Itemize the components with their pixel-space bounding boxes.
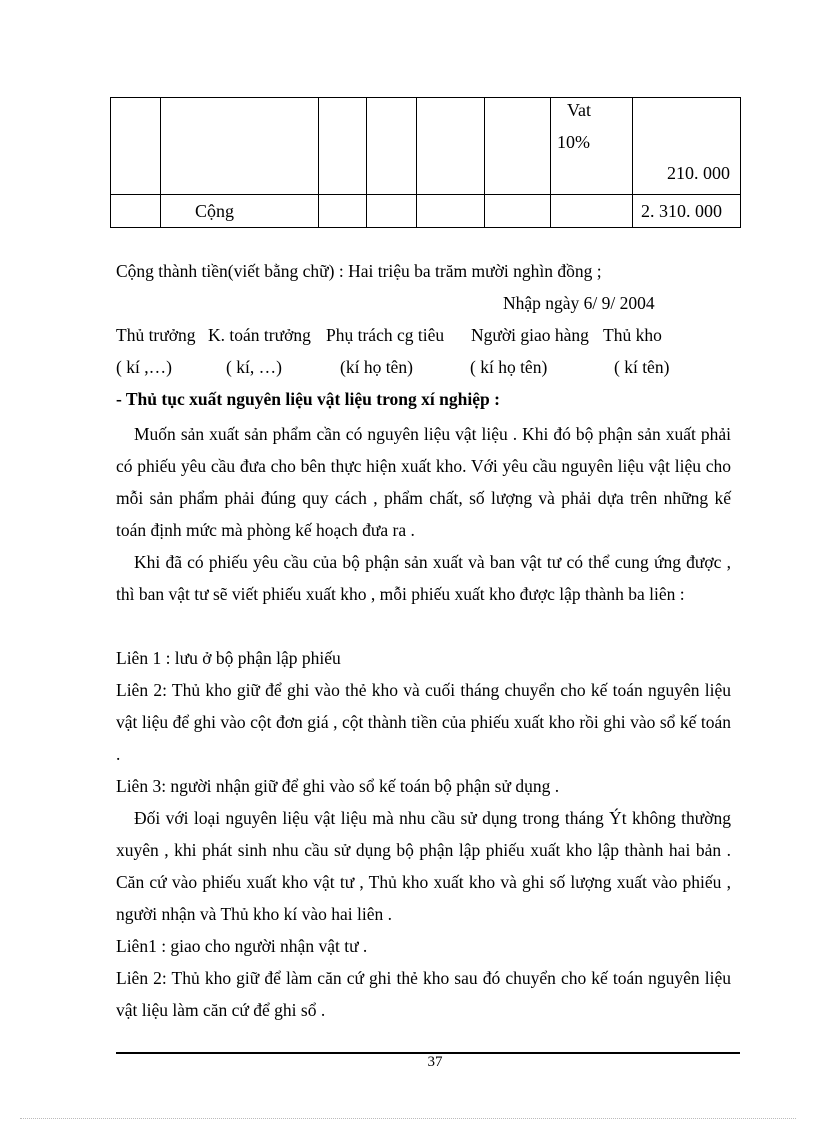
table-row-vat <box>111 98 741 195</box>
table-cell <box>551 195 633 228</box>
paragraph: Đối với loại nguyên liệu vật liệu mà nhu cầu sử dụng trong tháng Ýt không thường xuyên , khi phát sinh nhu cầu sử dụng bộ phận lập phiếu xuất kho lập thành hai bản . Căn cứ vào phiếu xuất kho vật tư , Thủ kho xuất kho và ghi số lượng xuất vào phiếu , người nhận và Thủ kho kí vào hai liên . <box>116 808 731 924</box>
paragraph: Liên 1 : lưu ở bộ phận lập phiếu <box>116 648 341 668</box>
vat-label: Vat <box>567 100 591 120</box>
paragraph: Muốn sản xuất sản phẩm cần có nguyên liệu vật liệu . Khi đó bộ phận sản xuất phải có phiếu yêu cầu đưa cho bên thực hiện xuất kho. Với yêu cầu nguyên liệu vật liệu cho mỗi sản phẩm phải đúng quy cách , phẩm chất, số lượng và phải dựa trên những kế toán định mức mà phòng kế hoạch đưa ra . <box>116 424 731 540</box>
page-number: 37 <box>427 1054 443 1070</box>
signature-title: K. toán trưởng <box>208 325 311 345</box>
signature-title: Thủ trưởng <box>116 325 196 345</box>
signature-note: ( kí ,…) <box>116 357 172 377</box>
amount-in-words: Cộng thành tiền(viết bằng chữ) : Hai triệu ba trăm mười nghìn đồng ; <box>116 261 602 281</box>
section-heading: - Thủ tục xuất nguyên liệu vật liệu trong xí nghiệp : <box>116 389 500 409</box>
vat-amount-cell <box>633 98 741 195</box>
signature-title: Thủ kho <box>603 325 662 345</box>
signature-note: ( kí, …) <box>226 357 282 377</box>
signature-note: ( kí họ tên) <box>470 357 548 377</box>
table-cell <box>417 98 485 195</box>
table-cell <box>367 195 417 228</box>
total-label: Cộng <box>161 195 319 228</box>
signature-note: ( kí tên) <box>614 357 670 377</box>
table-cell <box>367 98 417 195</box>
paragraph: Liên 3: người nhận giữ để ghi vào sổ kế toán bộ phận sử dụng . <box>116 776 560 796</box>
table-row-total <box>111 195 741 228</box>
paragraph: Liên 2: Thủ kho giữ để ghi vào thẻ kho và cuối tháng chuyển cho kế toán nguyên liệu vật liệu để ghi vào cột đơn giá , cột thành tiền của phiếu xuất kho rồi ghi vào sổ kế toán . <box>116 680 731 764</box>
table-cell <box>111 98 161 195</box>
signature-note: (kí họ tên) <box>340 357 413 377</box>
vat-cell <box>551 98 633 195</box>
page-border-dots <box>20 1118 796 1119</box>
vat-rate: 10% <box>557 132 590 152</box>
receipt-date: Nhập ngày 6/ 9/ 2004 <box>503 293 655 313</box>
table-cell <box>417 195 485 228</box>
paragraph: Liên 2: Thủ kho giữ để làm căn cứ ghi thẻ kho sau đó chuyển cho kế toán nguyên liệu vật liệu làm căn cứ để ghi sổ . <box>116 968 731 1020</box>
table-cell <box>485 195 551 228</box>
table-cell <box>111 195 161 228</box>
total-amount: 2. 310. 000 <box>633 195 741 228</box>
signature-title: Phụ trách cg tiêu <box>326 325 445 345</box>
paragraph: Liên1 : giao cho người nhận vật tư . <box>116 936 368 956</box>
vat-amount: 210. 000 <box>667 163 730 183</box>
table-cell <box>319 195 367 228</box>
goods-receipt-table <box>110 97 741 228</box>
table-cell <box>485 98 551 195</box>
paragraph: Khi đã có phiếu yêu cầu của bộ phận sản xuất và ban vật tư có thể cung ứng được , thì ban vật tư sẽ viết phiếu xuất kho , mỗi phiếu xuất kho được lập thành ba liên : <box>116 552 731 604</box>
table-cell <box>319 98 367 195</box>
table-cell <box>161 98 319 195</box>
signature-title: Người giao hàng <box>471 325 589 345</box>
